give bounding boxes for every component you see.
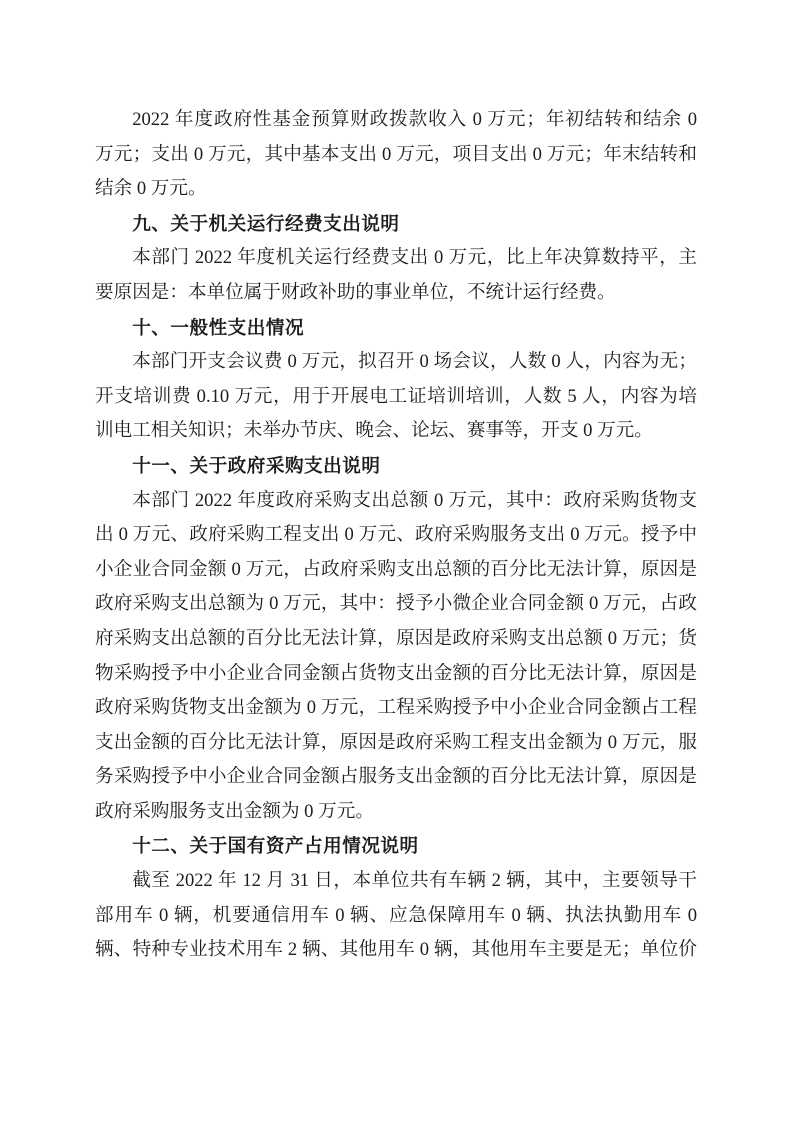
text-line: 政府采购货物支出金额为 0 万元，工程采购授予中小企业合同金额占工程 (95, 697, 697, 719)
text-line: 部用车 0 辆，机要通信用车 0 辆、应急保障用车 0 辆、执法执勤用车 0 (95, 904, 697, 926)
text-line: 本部门 2022 年度政府采购支出总额 0 万元，其中：政府采购货物支 (132, 489, 697, 511)
heading-section-10-general-expenses: 十、一般性支出情况 (132, 316, 305, 338)
text-line: 物采购授予中小企业合同金额占货物支出金额的百分比无法计算，原因是 (95, 662, 697, 684)
paragraph-government-procurement (95, 484, 697, 830)
text-line: 2022 年度政府性基金预算财政拨款收入 0 万元；年初结转和结余 0 (132, 109, 697, 130)
text-line: 支出金额的百分比无法计算，原因是政府采购工程支出金额为 0 万元，服 (95, 731, 697, 753)
text-line: 训电工相关知识；未举办节庆、晚会、论坛、赛事等，开支 0 万元。 (95, 420, 653, 442)
text-line: 截至 2022 年 12 月 31 日，本单位共有车辆 2 辆，其中，主要领导干 (132, 870, 697, 892)
text-line: 要原因是：本单位属于财政补助的事业单位，不统计运行经费。 (95, 281, 616, 303)
text-line: 本部门开支会议费 0 万元，拟召开 0 场会议，人数 0 人，内容为无； (132, 351, 697, 373)
text-line: 开支培训费 0.10 万元，用于开展电工证培训培训，人数 5 人，内容为培 (95, 385, 697, 407)
heading-section-12-state-assets: 十二、关于国有资产占用情况说明 (132, 835, 419, 857)
paragraph-state-assets (95, 864, 697, 968)
paragraph-fund-budget (95, 103, 697, 207)
paragraph-operating-expenses (95, 241, 697, 310)
text-line: 政府采购支出总额为 0 万元，其中：授予小微企业合同金额 0 万元，占政 (95, 593, 697, 615)
heading-section-9-operating-expenses: 九、关于机关运行经费支出说明 (132, 212, 400, 234)
text-line: 政府采购服务支出金额为 0 万元。 (95, 800, 374, 822)
text-line: 本部门 2022 年度机关运行经费支出 0 万元，比上年决算数持平，主 (132, 247, 697, 269)
text-line: 万元；支出 0 万元，其中基本支出 0 万元，项目支出 0 万元；年末结转和 (95, 143, 697, 165)
text-line: 出 0 万元、政府采购工程支出 0 万元、政府采购服务支出 0 万元。授予中 (95, 524, 697, 546)
text-line: 务采购授予中小企业合同金额占服务支出金额的百分比无法计算，原因是 (95, 766, 697, 788)
text-line: 辆、特种专业技术用车 2 辆、其他用车 0 辆，其他用车主要是无；单位价 (95, 939, 697, 961)
heading-section-11-government-procurement: 十一、关于政府采购支出说明 (132, 454, 381, 476)
text-line: 小企业合同金额 0 万元，占政府采购支出总额的百分比无法计算，原因是 (95, 558, 697, 580)
text-line: 府采购支出总额的百分比无法计算，原因是政府采购支出总额 0 万元；货 (95, 627, 697, 649)
text-line: 结余 0 万元。 (95, 178, 207, 200)
document-content (95, 103, 697, 968)
paragraph-general-expenses (95, 345, 697, 449)
